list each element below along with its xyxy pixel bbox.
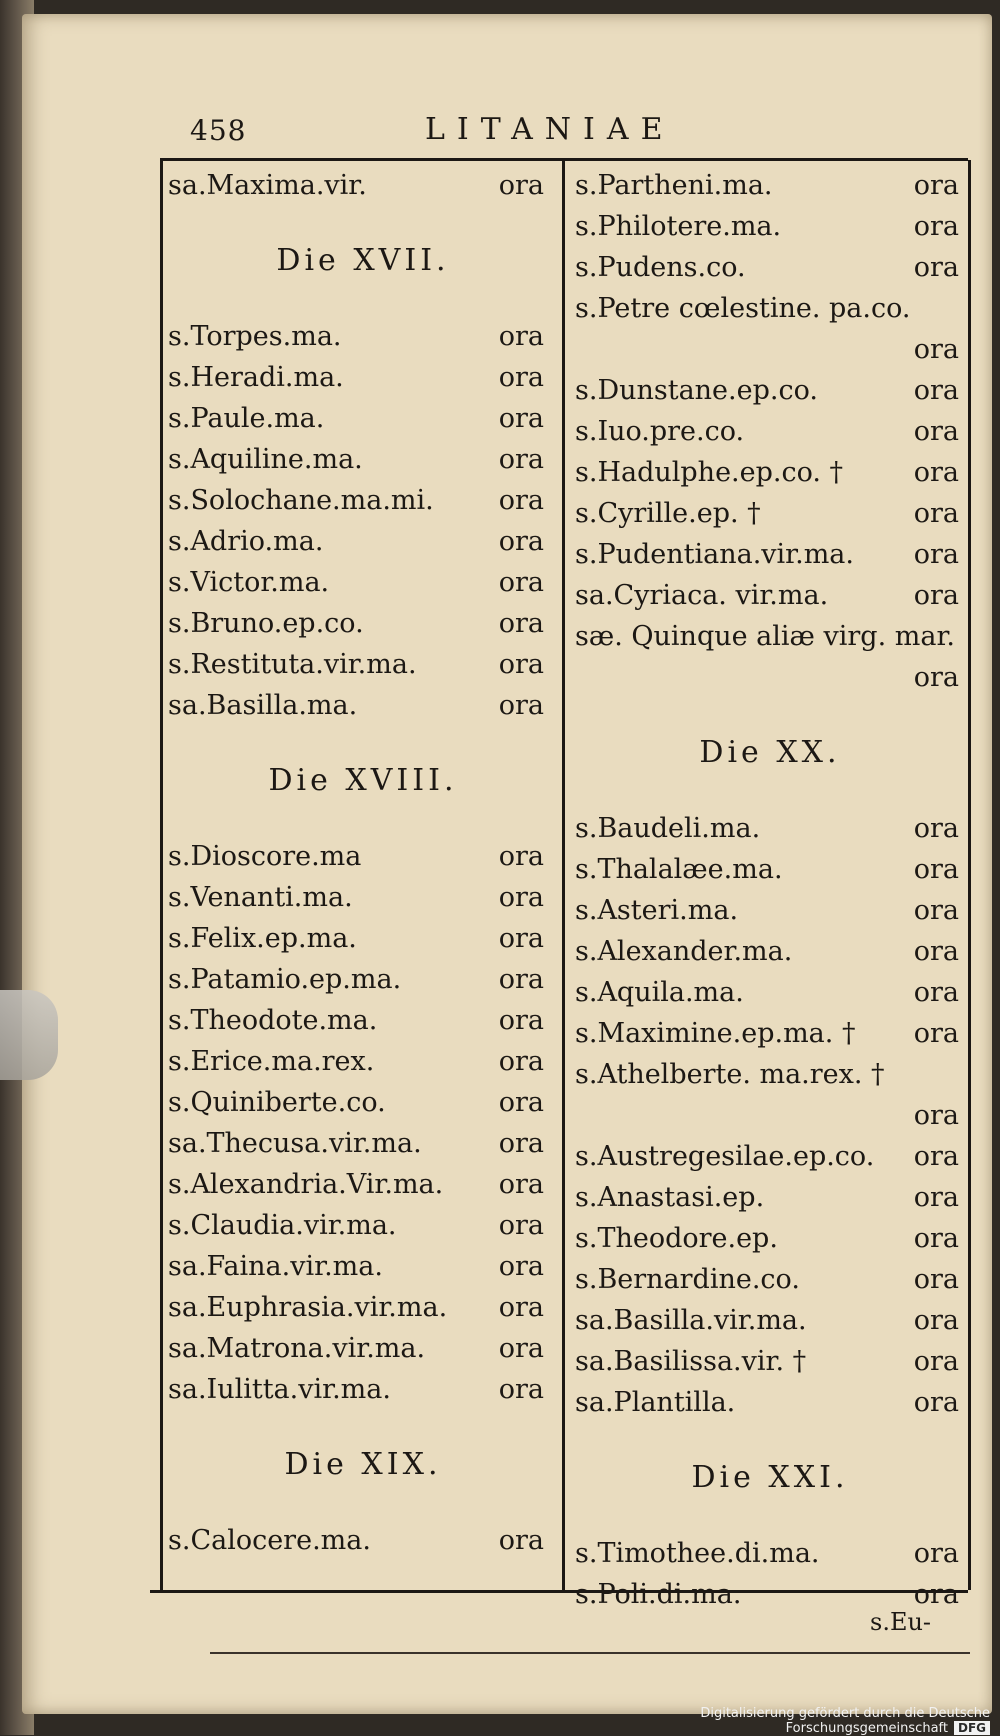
litany-entry [575, 1177, 965, 1218]
saint-name: s.Iuo.pre.co. [575, 416, 745, 447]
saint-name: sa.Basilla.vir.ma. [575, 1305, 807, 1336]
ora-response: ora [913, 498, 959, 529]
litany-entry [575, 1136, 965, 1177]
litany-entry [575, 493, 965, 534]
ora-response: ora [498, 608, 544, 639]
litany-entry [168, 165, 558, 206]
digitization-note [560, 1706, 990, 1736]
saint-name: s.Bernardine.co. [575, 1264, 800, 1295]
litany-entry [168, 1520, 558, 1561]
left-column [168, 165, 558, 1561]
litany-entry [168, 918, 558, 959]
litany-entry [168, 316, 558, 357]
litany-entry [575, 452, 965, 493]
saint-name: s.Felix.ep.ma. [168, 923, 357, 954]
ora-response: ora [913, 854, 959, 885]
saint-name: s.Pudentiana.vir.ma. [575, 539, 854, 570]
saint-name: s.Adrio.ma. [168, 526, 324, 557]
saint-name: s.Claudia.vir.ma. [168, 1210, 397, 1241]
litany-entry [168, 521, 558, 562]
ora-response: ora [913, 895, 959, 926]
ora-response: ora [913, 1579, 959, 1610]
ora-response: ora [498, 964, 544, 995]
litany-entry [575, 1382, 965, 1423]
litany-entry [168, 1041, 558, 1082]
saint-name: sa.Basilissa.vir. † [575, 1346, 807, 1377]
saint-name: s.Patamio.ep.ma. [168, 964, 402, 995]
ora-response: ora [913, 1182, 959, 1213]
ora-response: ora [498, 1251, 544, 1282]
litany-entry [168, 1164, 558, 1205]
litany-entry [168, 1205, 558, 1246]
saint-name: s.Paule.ma. [168, 403, 325, 434]
ora-response: ora [498, 1210, 544, 1241]
saint-name: s.Anastasi.ep. [575, 1182, 765, 1213]
litany-entry [575, 808, 965, 849]
saint-name: s.Thalalæe.ma. [575, 854, 783, 885]
ora-response: ora [498, 321, 544, 352]
litany-entry [168, 1369, 558, 1410]
ora-response: ora [498, 526, 544, 557]
saint-name: sa.Basilla.ma. [168, 690, 358, 721]
saint-name: s.Dunstane.ep.co. [575, 375, 818, 406]
litany-entry [575, 370, 965, 411]
saint-name: s.Torpes.ma. [168, 321, 342, 352]
ora-response: ora [498, 1292, 544, 1323]
saint-name: sa.Thecusa.vir.ma. [168, 1128, 422, 1159]
ora-response: ora [913, 662, 959, 693]
litany-entry [575, 206, 965, 247]
litany-entry [168, 959, 558, 1000]
ora-response: ora [498, 649, 544, 680]
saint-name: s.Austregesilae.ep.co. [575, 1141, 875, 1172]
litany-entry [168, 644, 558, 685]
ora-response: ora [913, 375, 959, 406]
saint-name: sa.Euphrasia.vir.ma. [168, 1292, 448, 1323]
litany-entry [575, 288, 965, 370]
page-number: 458 [190, 114, 247, 147]
ora-response: ora [913, 1387, 959, 1418]
saint-name: sa.Plantilla. [575, 1387, 736, 1418]
ora-response: ora [913, 416, 959, 447]
litany-entry [575, 1300, 965, 1341]
saint-name: s.Theodore.ep. [575, 1223, 778, 1254]
running-title: LITANIAE [425, 112, 675, 147]
saint-name: sa.Iulitta.vir.ma. [168, 1374, 391, 1405]
saint-name: s.Quiniberte.co. [168, 1087, 386, 1118]
ora-response: ora [498, 1525, 544, 1556]
litany-entry [575, 1533, 965, 1574]
litany-entry [575, 1259, 965, 1300]
day-heading-text: Die XXI. [691, 1460, 849, 1495]
saint-name: s.Athelberte. ma.rex. † [575, 1059, 885, 1090]
litany-entry [168, 1082, 558, 1123]
ora-response: ora [913, 252, 959, 283]
saint-name: sa.Maxima.vir. [168, 170, 367, 201]
saint-name: s.Solochane.ma.mi. [168, 485, 434, 516]
litany-entry [575, 411, 965, 452]
saint-name: s.Aquila.ma. [575, 977, 744, 1008]
saint-name: s.Aquiline.ma. [168, 444, 363, 475]
saint-name: s.Erice.ma.rex. [168, 1046, 375, 1077]
day-heading-text: Die XVII. [276, 243, 450, 278]
litany-entry [168, 1123, 558, 1164]
dfg-logo: DFG [954, 1721, 990, 1735]
ora-response: ora [913, 1264, 959, 1295]
litany-entry [168, 562, 558, 603]
page-header [190, 108, 960, 158]
ora-response: ora [498, 1087, 544, 1118]
day-heading [575, 1423, 965, 1533]
ora-response: ora [498, 690, 544, 721]
litany-entry [168, 603, 558, 644]
ora-response: ora [913, 334, 959, 365]
litany-entry [168, 877, 558, 918]
litany-entry [575, 1218, 965, 1259]
catchword: s.Eu- [870, 1608, 932, 1636]
saint-name: s.Baudeli.ma. [575, 813, 761, 844]
ora-response: ora [913, 1141, 959, 1172]
saint-name: s.Petre cœlestine. pa.co. [575, 293, 911, 324]
day-heading-text: Die XVIII. [268, 763, 458, 798]
saint-name: s.Restituta.vir.ma. [168, 649, 417, 680]
litany-entry [168, 1328, 558, 1369]
litany-entry [575, 849, 965, 890]
ora-response: ora [498, 403, 544, 434]
ora-response: ora [913, 977, 959, 1008]
ora-response: ora [498, 485, 544, 516]
litany-entry [168, 398, 558, 439]
saint-name: sa.Faina.vir.ma. [168, 1251, 383, 1282]
ora-response: ora [498, 1046, 544, 1077]
ora-response: ora [913, 211, 959, 242]
ora-response: ora [498, 1374, 544, 1405]
litany-entry [168, 357, 558, 398]
ora-response: ora [913, 1223, 959, 1254]
saint-name: s.Pudens.co. [575, 252, 746, 283]
litany-entry [168, 1246, 558, 1287]
saint-name: s.Philotere.ma. [575, 211, 782, 242]
page-clip [0, 990, 58, 1080]
litany-entry [168, 480, 558, 521]
saint-name: sa.Matrona.vir.ma. [168, 1333, 426, 1364]
ora-response: ora [498, 1333, 544, 1364]
litany-entry [575, 616, 965, 698]
saint-name: s.Maximine.ep.ma. † [575, 1018, 856, 1049]
ora-response: ora [498, 170, 544, 201]
litany-entry [168, 1287, 558, 1328]
ora-response: ora [913, 580, 959, 611]
day-heading [575, 698, 965, 808]
digitization-text: Digitalisierung gefördert durch die Deutsche Forschungsgemeinschaft [700, 1706, 990, 1736]
litany-entry [168, 1000, 558, 1041]
litany-entry [575, 972, 965, 1013]
day-heading [168, 1410, 558, 1520]
saint-name: s.Calocere.ma. [168, 1525, 371, 1556]
saint-name: s.Cyrille.ep. † [575, 498, 761, 529]
ora-response: ora [913, 936, 959, 967]
ora-response: ora [498, 444, 544, 475]
saint-name: s.Bruno.ep.co. [168, 608, 364, 639]
saint-name: s.Timothee.di.ma. [575, 1538, 820, 1569]
saint-name: s.Poli.di.ma. [575, 1579, 742, 1610]
ora-response: ora [498, 1005, 544, 1036]
saint-name: s.Victor.ma. [168, 567, 330, 598]
litany-entry [168, 836, 558, 877]
ora-response: ora [913, 1018, 959, 1049]
day-heading-text: Die XIX. [284, 1447, 442, 1482]
saint-name: s.Alexandria.Vir.ma. [168, 1169, 444, 1200]
ora-response: ora [498, 567, 544, 598]
ora-response: ora [913, 1100, 959, 1131]
litany-entry [575, 534, 965, 575]
saint-name: s.Theodote.ma. [168, 1005, 378, 1036]
ora-response: ora [498, 841, 544, 872]
litany-entry [168, 685, 558, 726]
litany-entry [575, 247, 965, 288]
ora-response: ora [913, 1346, 959, 1377]
saint-name: s.Dioscore.ma [168, 841, 362, 872]
saint-name: s.Hadulphe.ep.co. † [575, 457, 844, 488]
ora-response: ora [913, 170, 959, 201]
day-heading-text: Die XX. [699, 735, 841, 770]
column-divider [562, 160, 565, 1590]
saint-name: sa.Cyriaca. vir.ma. [575, 580, 829, 611]
footer-rule [210, 1652, 970, 1654]
litany-entry [575, 1013, 965, 1054]
ora-response: ora [498, 1128, 544, 1159]
ora-response: ora [498, 882, 544, 913]
litany-entry [575, 165, 965, 206]
ora-response: ora [913, 539, 959, 570]
ora-response: ora [913, 813, 959, 844]
saint-name: s.Alexander.ma. [575, 936, 793, 967]
ora-response: ora [913, 457, 959, 488]
litany-entry [575, 1054, 965, 1136]
ora-response: ora [913, 1305, 959, 1336]
day-heading [168, 206, 558, 316]
saint-name: s.Partheni.ma. [575, 170, 773, 201]
ora-response: ora [498, 362, 544, 393]
ora-response: ora [498, 1169, 544, 1200]
right-column [575, 165, 965, 1615]
saint-name: s.Venanti.ma. [168, 882, 353, 913]
ora-response: ora [498, 923, 544, 954]
litany-entry [575, 575, 965, 616]
litany-entry [575, 1341, 965, 1382]
litany-entry [168, 439, 558, 480]
day-heading [168, 726, 558, 836]
saint-name: s.Asteri.ma. [575, 895, 739, 926]
saint-name: s.Heradi.ma. [168, 362, 344, 393]
ora-response: ora [913, 1538, 959, 1569]
saint-name: sæ. Quinque aliæ virg. mar. [575, 621, 955, 652]
litany-entry [575, 931, 965, 972]
litany-entry [575, 890, 965, 931]
